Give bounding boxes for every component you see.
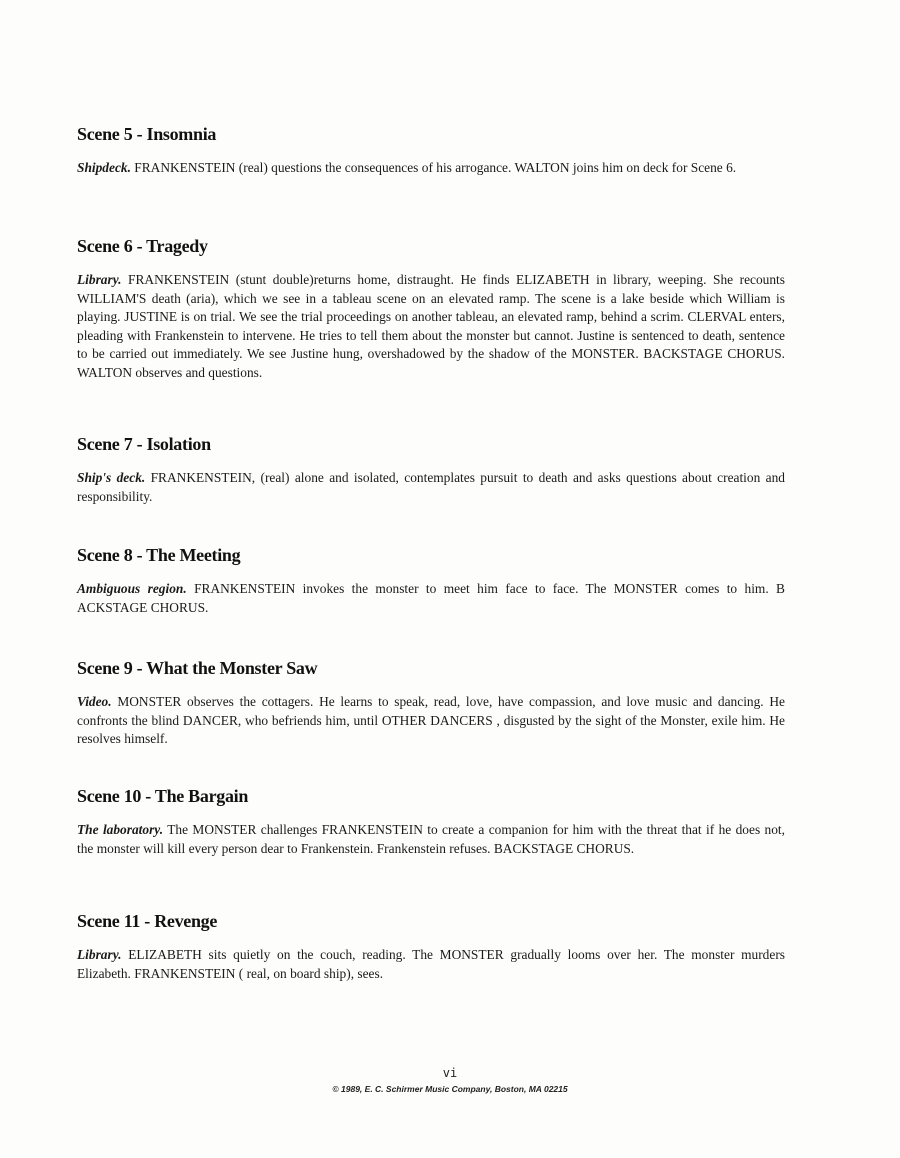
scene-heading: Scene 11 - Revenge <box>77 911 218 931</box>
scene-location: Video. <box>77 694 112 709</box>
scene-location: Library. <box>77 272 122 287</box>
scene-text: FRANKENSTEIN (real) questions the consequences of his arrogance. WALTON joins him on deck for Scene 6. <box>130 160 737 175</box>
scene-text: The MONSTER challenges FRANKENSTEIN to create a companion for him with the threat that if he does not, the monster will kill every person dear to Frankenstein. Frankenstein refuses. BACKSTAGE CHORUS. <box>77 822 785 856</box>
scene-description <box>77 580 785 617</box>
scene-description <box>77 159 785 178</box>
scene-heading: Scene 5 - Insomnia <box>77 124 217 144</box>
scene-9 <box>77 658 785 749</box>
scene-heading: Scene 10 - The Bargain <box>77 786 249 806</box>
scene-heading: Scene 9 - What the Monster Saw <box>77 658 318 678</box>
scene-11 <box>77 911 785 983</box>
scene-location: The laboratory. <box>77 822 164 837</box>
scene-6 <box>77 236 785 383</box>
scene-text: FRANKENSTEIN invokes the monster to meet him face to face. The MONSTER comes to him. B ACKSTAGE CHORUS. <box>77 581 785 615</box>
scene-5 <box>77 124 785 178</box>
scene-location: Shipdeck. <box>77 160 131 175</box>
scene-7 <box>77 434 785 506</box>
scene-description <box>77 946 785 983</box>
scene-heading: Scene 6 - Tragedy <box>77 236 208 256</box>
scene-description <box>77 469 785 506</box>
scene-heading: Scene 7 - Isolation <box>77 434 211 454</box>
scene-location: Ship's deck. <box>77 470 146 485</box>
scene-heading: Scene 8 - The Meeting <box>77 545 241 565</box>
scene-text: MONSTER observes the cottagers. He learns to speak, read, love, have compassion, and love music and dancing. He confronts the blind DANCER, who befriends him, until OTHER DANCERS , disgusted by the sight of the Monster, exile him. He resolves himself. <box>77 694 785 747</box>
scene-location: Library. <box>77 947 122 962</box>
scene-description <box>77 693 785 749</box>
page-number: vi <box>442 1066 458 1080</box>
scene-description <box>77 271 785 383</box>
scene-text: ELIZABETH sits quietly on the couch, reading. The MONSTER gradually looms over her. The monster murders Elizabeth. FRANKENSTEIN ( real, on board ship), sees. <box>77 947 785 981</box>
scene-text: FRANKENSTEIN (stunt double)returns home, distraught. He finds ELIZABETH in library, weeping. She recounts WILLIAM'S death (aria), which we see in a tableau scene on an elevated ramp. The scene is a lake beside which William is playing. JUSTINE is on trial. We see the trial proceedings on another tableau, an elevated ramp, behind a scrim. CLERVAL enters, pleading with Frankenstein to intervene. He tries to tell them about the monster but cannot. Justine is sentenced to death, sentence to be carried out immediately. We see Justine hung, overshadowed by the shadow of the MONSTER. BACKSTAGE CHORUS. WALTON observes and questions. <box>77 272 785 380</box>
scene-8 <box>77 545 785 617</box>
copyright-notice: © 1989, E. C. Schirmer Music Company, Boston, MA 02215 <box>332 1084 568 1094</box>
scene-location: Ambiguous region. <box>77 581 187 596</box>
scene-10 <box>77 786 785 858</box>
scene-text: FRANKENSTEIN, (real) alone and isolated, contemplates pursuit to death and asks questions about creation and responsibility. <box>77 470 785 504</box>
scene-description <box>77 821 785 858</box>
